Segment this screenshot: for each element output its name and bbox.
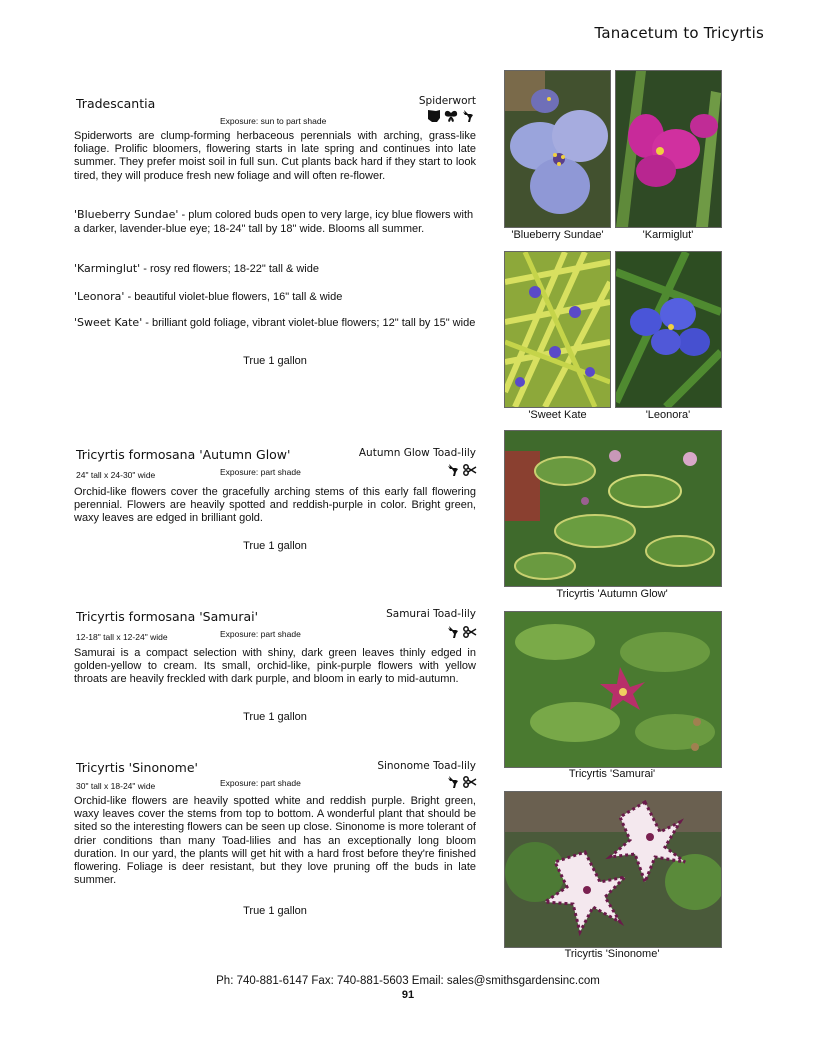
photo-caption: 'Leonora' <box>645 409 691 421</box>
exposure-text: Exposure: part shade <box>220 629 301 639</box>
toad-lily-sinonome-image <box>505 792 721 947</box>
spiderwort-gold-foliage-image <box>505 252 610 407</box>
ohio-native-icon <box>427 109 441 123</box>
plant-name: Tradescantia <box>76 96 156 111</box>
common-name: Sinonome Toad-lily <box>377 760 476 772</box>
cultivar-text: - beautiful violet-blue flowers, 16" tall & wide <box>124 291 343 303</box>
photo-samurai <box>504 611 722 768</box>
spiderwort-magenta-flower-image <box>616 71 721 227</box>
price-line: True 1 gallon <box>243 540 307 552</box>
section-title: Tanacetum to Tricyrtis <box>594 24 764 42</box>
butterfly-icon <box>444 109 458 123</box>
photo-blueberry-sundae <box>504 70 611 228</box>
plant-name: Tricyrtis 'Sinonome' <box>76 760 198 775</box>
cultivar-name: 'Sweet Kate' <box>74 316 143 329</box>
spiderwort-blue-flower-image <box>505 71 610 227</box>
cultivar-name: 'Blueberry Sundae' <box>74 208 179 221</box>
footer-contact: Ph: 740-881-6147 Fax: 740-881-5603 Email: sales@smithsgardensinc.com <box>216 975 600 987</box>
cut-flower-icon <box>463 775 477 789</box>
plant-description: Orchid-like flowers are heavily spotted white and reddish purple. Bright green, waxy leaves cover the stems from top to bottom. A wonderful plant that should be sited so the interesting flowers can be seen up close. Sinonome is more tolerant of drier conditions than many Toad-lilies and has an exceptionally long bloom duration. In our yard, the plants will get hit with a hard frost before they're finished flowering. Foliage is deer resistant, but they love pruning off the buds in late summer. <box>74 795 476 887</box>
photo-karminglut <box>615 70 722 228</box>
toad-lily-samurai-image <box>505 612 721 767</box>
cultivar-entry <box>74 290 476 304</box>
size-text: 24" tall x 24-30" wide <box>76 470 156 480</box>
photo-leonora <box>615 251 722 408</box>
photo-caption: 'Karmiglut' <box>642 229 694 241</box>
cultivar-text: - brilliant gold foliage, vibrant violet-blue flowers; 12" tall by 15" wide <box>142 317 476 329</box>
cut-flower-icon <box>463 463 477 477</box>
deer-resistant-icon <box>446 625 460 639</box>
photo-caption: Tricyrtis 'Autumn Glow' <box>556 588 668 600</box>
deer-resistant-icon <box>461 109 475 123</box>
cultivar-entry <box>74 208 476 236</box>
toad-lily-autumn-glow-image <box>505 431 721 586</box>
cultivar-text: - plum colored buds open to very large, icy blue flowers with a darker, lavender-blue eye; 18-24" tall by 18" wide. Blooms all summer. <box>74 209 474 235</box>
deer-resistant-icon <box>446 775 460 789</box>
plant-name: Tricyrtis formosana 'Autumn Glow' <box>76 447 291 462</box>
cultivar-text: - rosy red flowers; 18-22" tall & wide <box>140 263 319 275</box>
plant-description: Spiderworts are clump-forming herbaceous perennials with arching, grass-like foliage. Prolific bloomers, flowering starts in late spring and continues into late summer. They prefer moist soil in full sun. Cut plants back hard if they start to look tired, they will produce fresh new foliage and will often re-flower. <box>74 130 476 182</box>
photo-caption: Tricyrtis 'Samurai' <box>568 768 656 780</box>
photo-autumn-glow <box>504 430 722 587</box>
cultivar-entry <box>74 316 476 330</box>
price-line: True 1 gallon <box>243 905 307 917</box>
spiderwort-violet-flower-image <box>616 252 721 407</box>
cultivar-name: 'Karminglut' <box>74 262 141 275</box>
plant-name: Tricyrtis formosana 'Samurai' <box>76 609 259 624</box>
photo-sweet-kate <box>504 251 611 408</box>
photo-caption: 'Sweet Kate <box>528 409 587 421</box>
size-text: 12-18" tall x 12-24" wide <box>76 632 168 642</box>
plant-description: Orchid-like flowers cover the gracefully arching stems of this early fall flowering perennial. Flowers are heavily spotted and reddish-purple in color. Bright green, waxy leaves are edged in brilliant gold. <box>74 486 476 525</box>
photo-caption: Tricyrtis 'Sinonome' <box>564 948 660 960</box>
exposure-text: Exposure: sun to part shade <box>220 116 327 126</box>
common-name: Samurai Toad-lily <box>386 608 476 620</box>
deer-resistant-icon <box>446 463 460 477</box>
cultivar-entry <box>74 262 476 276</box>
exposure-text: Exposure: part shade <box>220 778 301 788</box>
page-number: 91 <box>401 989 415 1001</box>
photo-caption: 'Blueberry Sundae' <box>511 229 604 241</box>
exposure-text: Exposure: part shade <box>220 467 301 477</box>
cultivar-name: 'Leonora' <box>74 290 125 303</box>
size-text: 30" tall x 18-24" wide <box>76 781 156 791</box>
common-name: Autumn Glow Toad-lily <box>358 447 476 459</box>
plant-description: Samurai is a compact selection with shiny, dark green leaves thinly edged in golden-yellow to cream. Its small, orchid-like, pink-purple flowers with yellow throats are heavily freckled with dark purple, and bloom in early to mid-autumn. <box>74 647 476 686</box>
plant-icons <box>427 109 475 123</box>
price-line: True 1 gallon <box>243 711 307 723</box>
common-name: Spiderwort <box>418 95 476 107</box>
plant-icons <box>446 463 477 477</box>
plant-icons <box>446 775 477 789</box>
plant-icons <box>446 625 477 639</box>
photo-sinonome <box>504 791 722 948</box>
price-line: True 1 gallon <box>243 355 307 367</box>
cut-flower-icon <box>463 625 477 639</box>
